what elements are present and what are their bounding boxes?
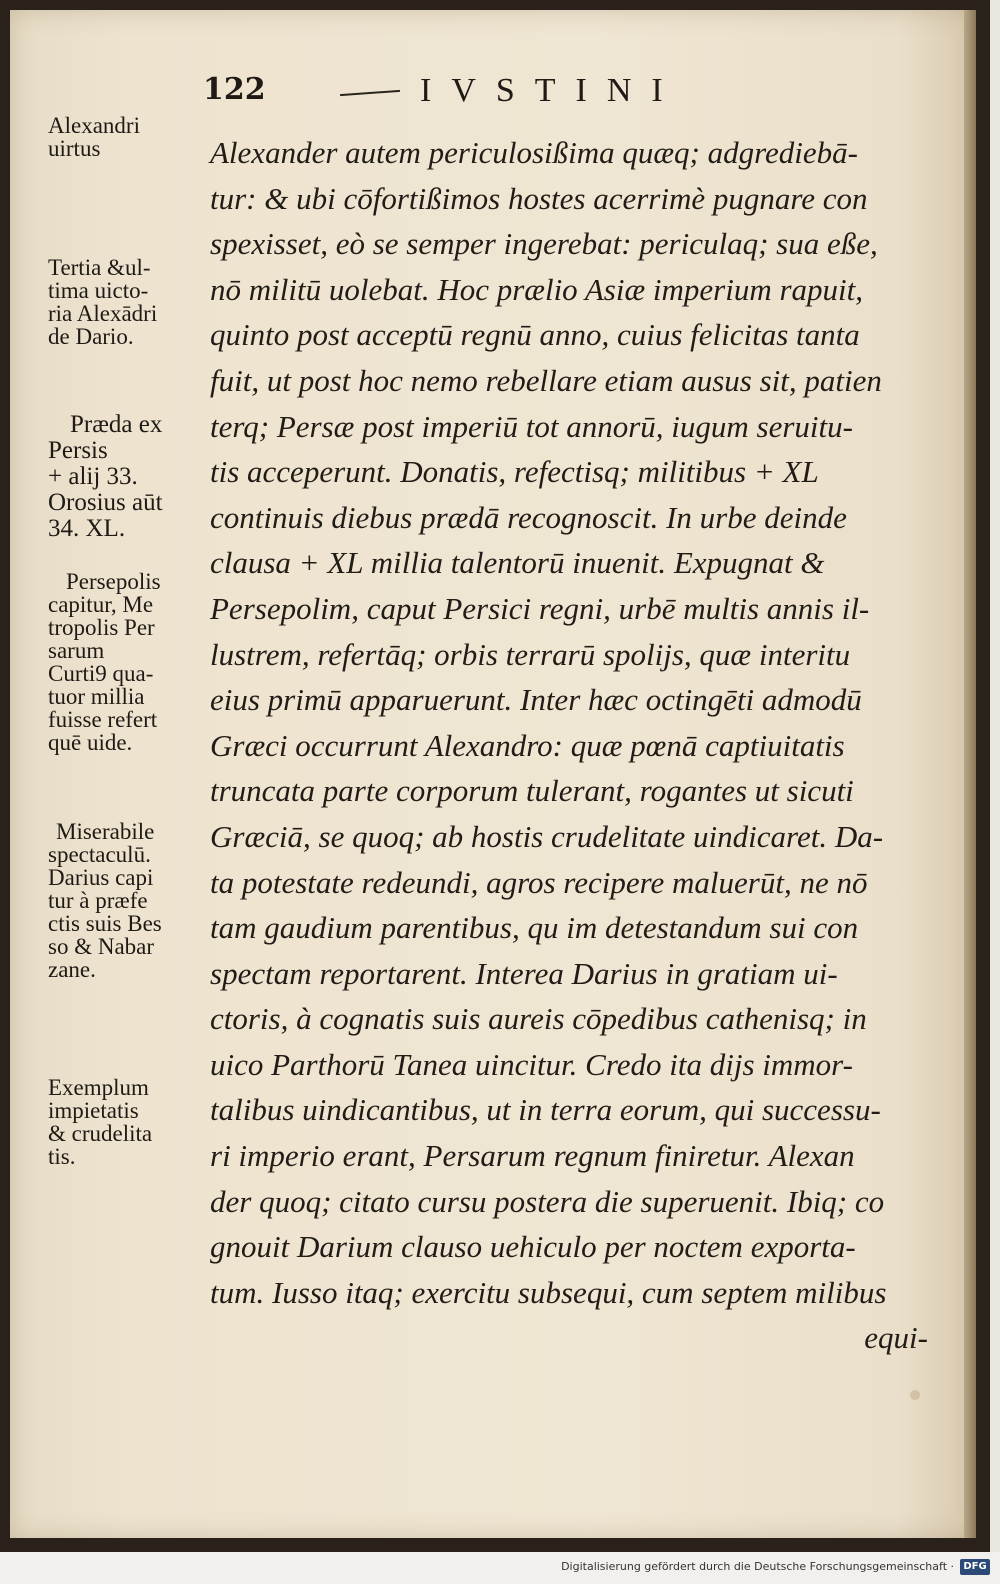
- margin-note-line: Miserabile: [56, 819, 155, 844]
- margin-note-line: tis.: [48, 1144, 76, 1169]
- margin-note: [48, 114, 208, 160]
- margin-note: [48, 820, 208, 981]
- margin-note-line: de Dario.: [48, 324, 134, 349]
- paper-stain: [910, 1390, 920, 1400]
- text-line: tam gaudium parentibus, qu im detestandum sui con: [210, 910, 859, 946]
- page-spine-shadow: [964, 10, 976, 1538]
- margin-note-line: tima uicto-: [48, 278, 149, 303]
- text-line: ctoris, à cognatis suis aureis cōpedibus cathenisq; in: [210, 1001, 867, 1037]
- text-line: Persepolim, caput Persici regni, urbē multis annis il-: [210, 590, 870, 626]
- margin-note-line: Præda ex: [70, 411, 163, 438]
- book-page: [10, 10, 976, 1538]
- margin-note-line: tropolis Per: [48, 615, 155, 640]
- margin-note-line: uirtus: [48, 136, 101, 161]
- text-line: nō militū uolebat. Hoc prælio Asiæ imperium rapuit,: [210, 271, 864, 307]
- text-line: spexisset, eò se semper ingerebat: periculaq; sua eße,: [210, 226, 878, 262]
- page-number: 122: [203, 72, 266, 107]
- margin-note-line: Darius capi: [48, 865, 154, 890]
- margin-note-line: impietatis: [48, 1098, 139, 1123]
- margin-note-line: zane.: [48, 957, 96, 982]
- running-title: IVSTINI: [420, 72, 683, 109]
- text-line: uico Parthorū Tanea uincitur. Credo ita dijs immor-: [210, 1046, 853, 1082]
- dfg-logo: DFG: [960, 1559, 990, 1575]
- text-line: talibus uindicantibus, ut in terra eorum, qui successu-: [210, 1092, 881, 1128]
- margin-note-line: tur à præfe: [48, 888, 148, 913]
- text-line: gnouit Darium clauso uehiculo per noctem exporta-: [210, 1229, 856, 1265]
- margin-note-line: Persepolis: [66, 569, 161, 594]
- text-line: Græciā, se quoq; ab hostis crudelitate uindicaret. Da-: [210, 818, 884, 854]
- margin-note-line: ctis suis Bes: [48, 911, 162, 936]
- text-line: clausa + XL millia talentorū inuenit. Expugnat &: [210, 545, 825, 581]
- margin-note-line: capitur, Me: [48, 592, 154, 617]
- margin-note-line: Tertia &ul-: [48, 255, 151, 280]
- catchword: equi-: [864, 1320, 928, 1356]
- text-line: tis acceperunt. Donatis, refectisq; militibus + XL: [210, 454, 819, 490]
- margin-note: [48, 570, 208, 754]
- text-line: truncata parte corporum tulerant, rogantes ut sicuti: [210, 773, 854, 809]
- margin-note: [48, 1076, 208, 1168]
- text-line: Græci occurrunt Alexandro: quæ pœnā captiuitatis: [210, 727, 845, 763]
- margin-note-line: quē uide.: [48, 730, 133, 755]
- margin-note-line: & crudelita: [48, 1121, 153, 1146]
- margin-note: [48, 412, 208, 542]
- margin-note-line: Curti9 qua-: [48, 661, 154, 686]
- margin-note-line: 34. XL.: [48, 515, 126, 542]
- margin-note: [48, 256, 208, 348]
- text-line: tur: & ubi cōfortißimos hostes acerrimè pugnare con: [210, 180, 868, 216]
- margin-note-line: Persis: [48, 437, 108, 464]
- funding-footer: [0, 1552, 1000, 1584]
- text-line: eius primū apparuerunt. Inter hæc octingēti admodū: [210, 682, 862, 718]
- margin-note-line: Alexandri: [48, 113, 140, 138]
- funding-text: Digitalisierung gefördert durch die Deutsche Forschungsgemeinschaft ·: [561, 1560, 954, 1573]
- margin-note-line: so & Nabar: [48, 934, 155, 959]
- margin-note-line: + alij 33.: [48, 463, 138, 490]
- header-rule: [340, 90, 400, 96]
- page-header: [10, 62, 976, 112]
- text-line: ta potestate redeundi, agros recipere maluerūt, ne nō: [210, 864, 868, 900]
- margin-note-line: spectaculū.: [48, 842, 151, 867]
- body-text: [210, 130, 940, 1361]
- text-line: der quoq; citato cursu postera die superuenit. Ibiq; co: [210, 1183, 885, 1219]
- margin-note-line: Exemplum: [48, 1075, 149, 1100]
- text-line: continuis diebus prædā recognoscit. In urbe deinde: [210, 499, 847, 535]
- text-line: quinto post acceptū regnū anno, cuius felicitas tanta: [210, 317, 860, 353]
- text-line: Alexander autem periculosißima quæq; adgrediebā-: [210, 135, 859, 170]
- margin-note-line: fuisse refert: [48, 707, 158, 732]
- margin-note-line: tuor millia: [48, 684, 145, 709]
- text-line: fuit, ut post hoc nemo rebellare etiam ausus sit, patien: [210, 362, 882, 398]
- text-line: ri imperio erant, Persarum regnum finiretur. Alexan: [210, 1138, 855, 1174]
- text-line: spectam reportarent. Interea Darius in gratiam ui-: [210, 955, 838, 991]
- text-line: lustrem, refertāq; orbis terrarū spolijs, quæ interitu: [210, 636, 851, 672]
- margin-note-line: ria Alexādri: [48, 301, 158, 326]
- margin-note-line: sarum: [48, 638, 105, 663]
- margin-note-line: Orosius aūt: [48, 489, 163, 516]
- text-line: tum. Iusso itaq; exercitu subsequi, cum septem milibus: [210, 1274, 887, 1310]
- text-line: terq; Persæ post imperiū tot annorū, iugum seruitu-: [210, 408, 853, 444]
